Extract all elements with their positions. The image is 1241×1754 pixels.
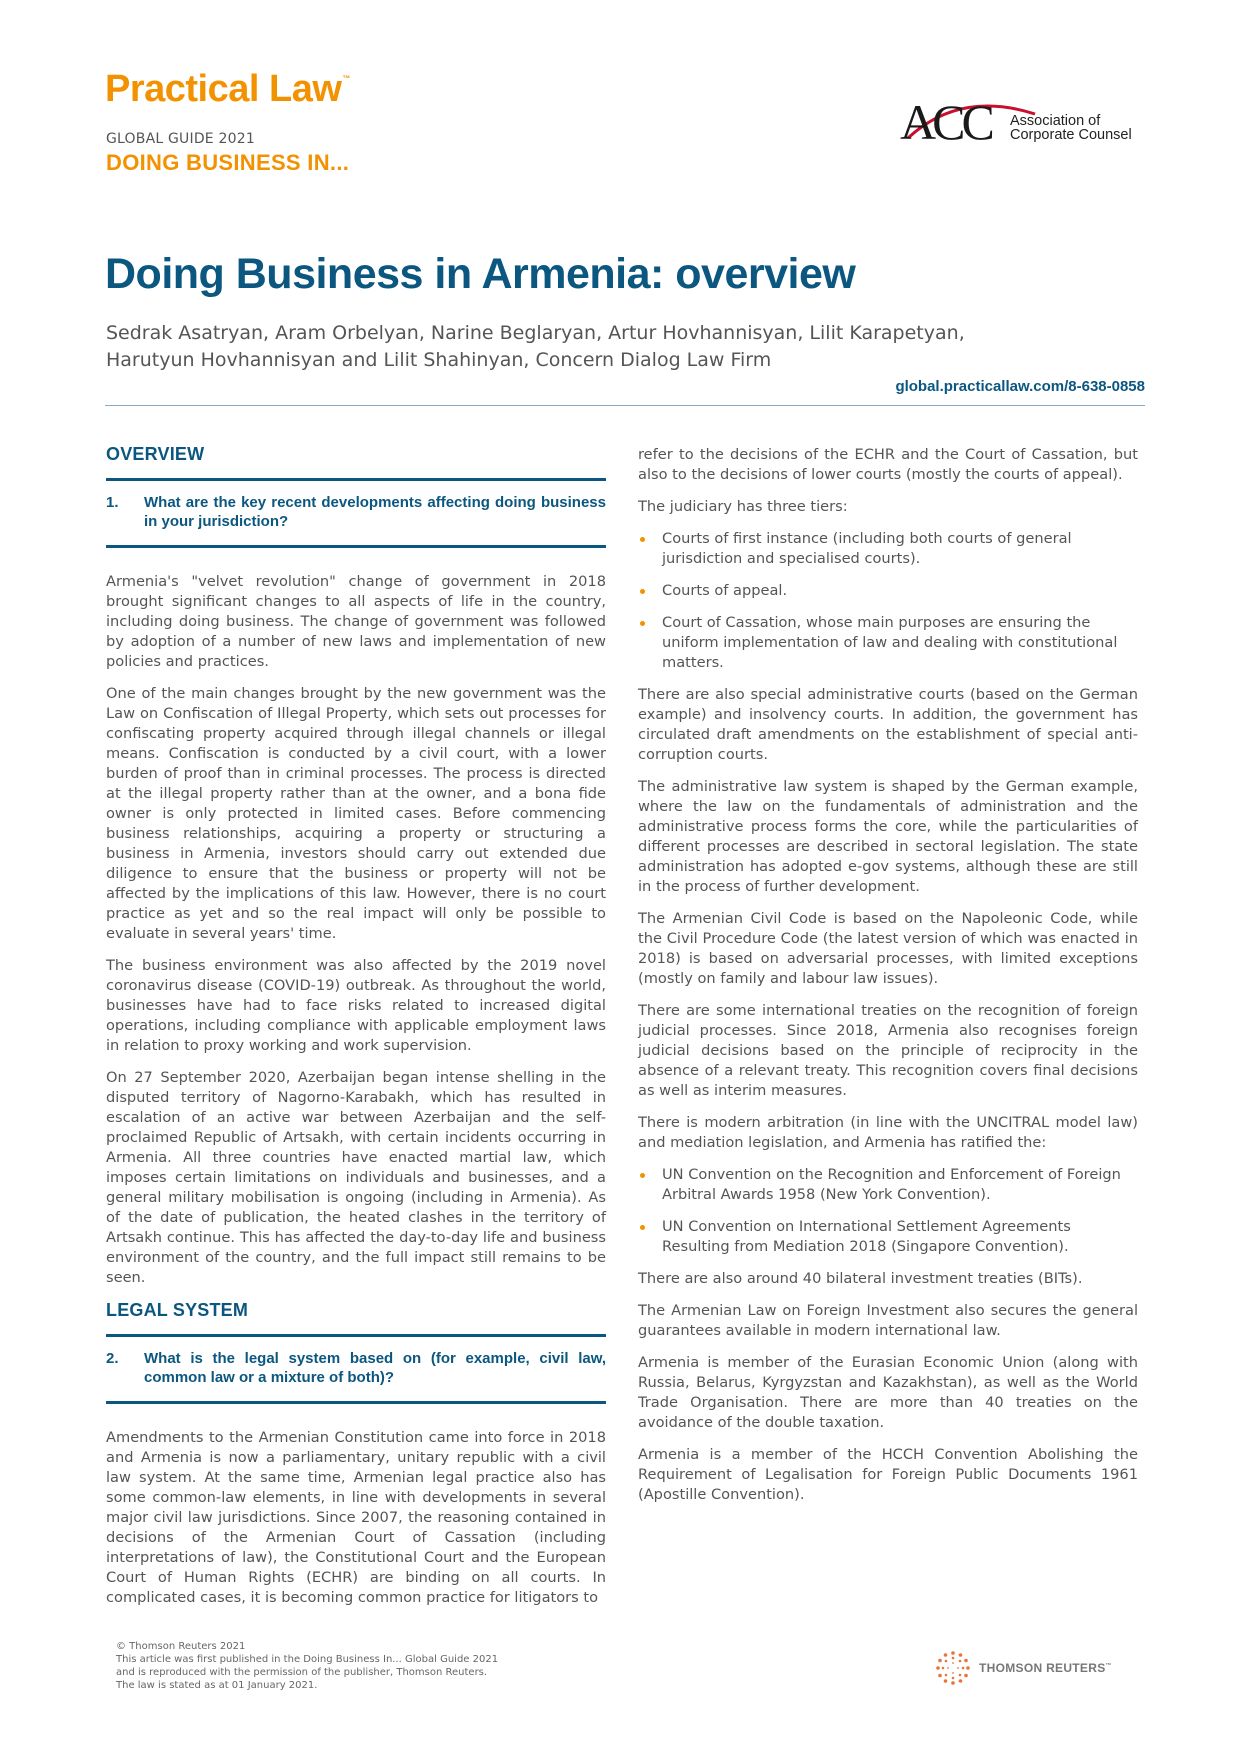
guide-series: DOING BUSINESS IN... — [106, 150, 350, 175]
list-item: Courts of appeal. — [638, 581, 1138, 601]
paragraph: Armenia is member of the Eurasian Economic Union (along with Russia, Belarus, Kyrgyzstan and Kazakhstan), as well as the World Trade Organisation. There are more than 40 treaties on the avoidance of the double taxation. — [638, 1354, 1138, 1431]
acc-name — [1010, 114, 1132, 142]
footer-line: and is reproduced with the permission of the publisher, Thomson Reuters. — [116, 1667, 488, 1678]
trademark-mark: ™ — [1105, 1663, 1112, 1669]
acc-name-line2: Corporate Counsel — [1010, 127, 1132, 143]
judiciary-tiers-list — [638, 529, 1138, 673]
section-heading-legal-system: LEGAL SYSTEM — [106, 1300, 249, 1320]
paragraph: One of the main changes brought by the new government was the Law on Confiscation of Illegal Property, which sets out processes for confiscating property acquired through illegal channels or illegal means. Confiscation is conducted by a civil court, with a lower burden of proof than in criminal processes. The process is directed at the illegal property rather than at the owner, and a bona fide owner is only protected in limited cases. Before commencing business relationships, acquiring a property or structuring a business in Armenia, investors should carry out extended due diligence to ensure that the business or property will not be affected by the implications of this law. However, there is no court practice as yet and so the real impact will only be possible to evaluate in several years' time. — [106, 685, 606, 942]
publisher-name — [979, 1661, 1112, 1675]
paragraph: On 27 September 2020, Azerbaijan began intense shelling in the disputed territory of Nagorno-Karabakh, which has resulted in escalation of an active war between Azerbaijan and the self-proclaimed Republic of Artsakh, with certain incidents occurring in Armenia. All three countries have enacted martial law, which imposes certain limitations on individuals and businesses, and a general military mobilisation is ongoing (including in Armenia). As of the date of publication, the heated clashes in the territory of Artsakh continue. This has affected the day-to-day life and business environment of the country, and the full impact still remains to be seen. — [106, 1069, 606, 1286]
footer-notice — [116, 1640, 498, 1692]
question-2 — [106, 1334, 606, 1404]
authors-line1: Sedrak Asatryan, Aram Orbelyan, Narine Beglaryan, Artur Hovhannisyan, Lilit Karapetyan, — [106, 322, 965, 344]
copyright: © Thomson Reuters 2021 — [116, 1641, 246, 1652]
right-column — [638, 445, 1138, 1517]
left-column — [106, 444, 606, 1620]
acc-letters: ACC — [900, 94, 991, 150]
paragraph: There are also around 40 bilateral investment treaties (BITs). — [638, 1270, 1083, 1287]
reference-link[interactable]: global.practicallaw.com/8-638-0858 — [895, 378, 1145, 395]
paragraph: The business environment was also affected by the 2019 novel coronavirus disease (COVID-19) outbreak. As throughout the world, businesses have had to face risks related to increased digital operations, including compliance with applicable employment laws in relation to proxy working and work supervision. — [106, 957, 606, 1054]
paragraph: Amendments to the Armenian Constitution came into force in 2018 and Armenia is now a parliamentary, unitary republic with a civil law system. At the same time, Armenian legal practice also has some common-law elements, in line with developments in several major civil law jurisdictions. Since 2007, the reasoning contained in decisions of the Armenian Court of Cassation (including interpretations of law), the Constitutional Court and the European Court of Human Rights (ECHR) are binding on all courts. In complicated cases, it is becoming common practice for litigators to — [106, 1429, 606, 1606]
paragraph: Armenia's "velvet revolution" change of government in 2018 brought significant changes to all aspects of life in the country, including doing business. The change of government was followed by adoption of a number of new laws and implementation of new policies and practices. — [106, 573, 606, 670]
paragraph: The Armenian Civil Code is based on the Napoleonic Code, while the Civil Procedure Code (the latest version of which was enacted in 2018) is based on adversarial processes, with limited exceptions (mostly on family and labour law issues). — [638, 910, 1138, 987]
publisher-name-text: THOMSON REUTERS — [979, 1661, 1106, 1675]
list-item: Court of Cassation, whose main purposes are ensuring the uniform implementation of law and dealing with constitutional matters. — [638, 613, 1138, 673]
paragraph: There are some international treaties on the recognition of foreign judicial processes. Since 2018, Armenia also recognises foreign judicial decisions based on the principle of reciprocity in the absence of a relevant treaty. This recognition covers final decisions as well as interim measures. — [638, 1002, 1138, 1099]
footer-line: The law is stated as at 01 January 2021. — [116, 1680, 318, 1691]
guide-label: GLOBAL GUIDE 2021 — [106, 131, 255, 147]
question-text: What is the legal system based on (for example, civil law, common law or a mixture of both)? — [144, 1350, 606, 1386]
acc-name-line1: Association of — [1010, 113, 1101, 129]
question-text: What are the key recent developments affecting doing business in your jurisdiction? — [144, 494, 606, 530]
paragraph: The judiciary has three tiers: — [638, 498, 848, 515]
practical-law-logo — [105, 68, 350, 111]
thomson-reuters-logo — [935, 1650, 1112, 1686]
paragraph: The administrative law system is shaped by the German example, where the law on the fundamentals of administration and the administrative process forms the core, while the particularities of different processes are described in sectoral legislation. The state administration has adopted e-gov systems, although these are still in the process of further development. — [638, 778, 1138, 895]
list-item: UN Convention on the Recognition and Enforcement of Foreign Arbitral Awards 1958 (New York Convention). — [638, 1165, 1138, 1205]
question-1 — [106, 478, 606, 548]
paragraph: There are also special administrative courts (based on the German example) and insolvency courts. In addition, the government has circulated draft amendments on the establishment of special anti-corruption courts. — [638, 686, 1138, 763]
paragraph: There is modern arbitration (in line with the UNCITRAL model law) and mediation legislation, and Armenia has ratified the: — [638, 1114, 1138, 1151]
question-number: 1. — [106, 494, 119, 511]
list-item: UN Convention on International Settlement Agreements Resulting from Mediation 2018 (Singapore Convention). — [638, 1217, 1138, 1257]
list-item: Courts of first instance (including both courts of general jurisdiction and specialised courts). — [638, 529, 1138, 569]
acc-logo — [900, 92, 1140, 154]
section-heading-overview: OVERVIEW — [106, 444, 205, 464]
trademark-mark: ™ — [342, 74, 350, 83]
authors — [106, 320, 1146, 374]
header-divider — [105, 405, 1145, 406]
conventions-list — [638, 1165, 1138, 1257]
footer-line: This article was first published in the Doing Business In... Global Guide 2021 — [116, 1654, 499, 1665]
page-title: Doing Business in Armenia: overview — [105, 250, 856, 298]
brand-name: Practical Law — [105, 68, 342, 110]
thomson-reuters-dot-icon — [935, 1650, 971, 1686]
authors-line2: Harutyun Hovhannisyan and Lilit Shahinyan, Concern Dialog Law Firm — [106, 349, 772, 371]
paragraph: The Armenian Law on Foreign Investment also secures the general guarantees available in modern international law. — [638, 1302, 1138, 1339]
paragraph: refer to the decisions of the ECHR and the Court of Cassation, but also to the decisions of lower courts (mostly the courts of appeal). — [638, 446, 1138, 483]
paragraph: Armenia is a member of the HCCH Convention Abolishing the Requirement of Legalisation for Foreign Public Documents 1961 (Apostille Convention). — [638, 1446, 1138, 1503]
question-number: 2. — [106, 1350, 119, 1367]
